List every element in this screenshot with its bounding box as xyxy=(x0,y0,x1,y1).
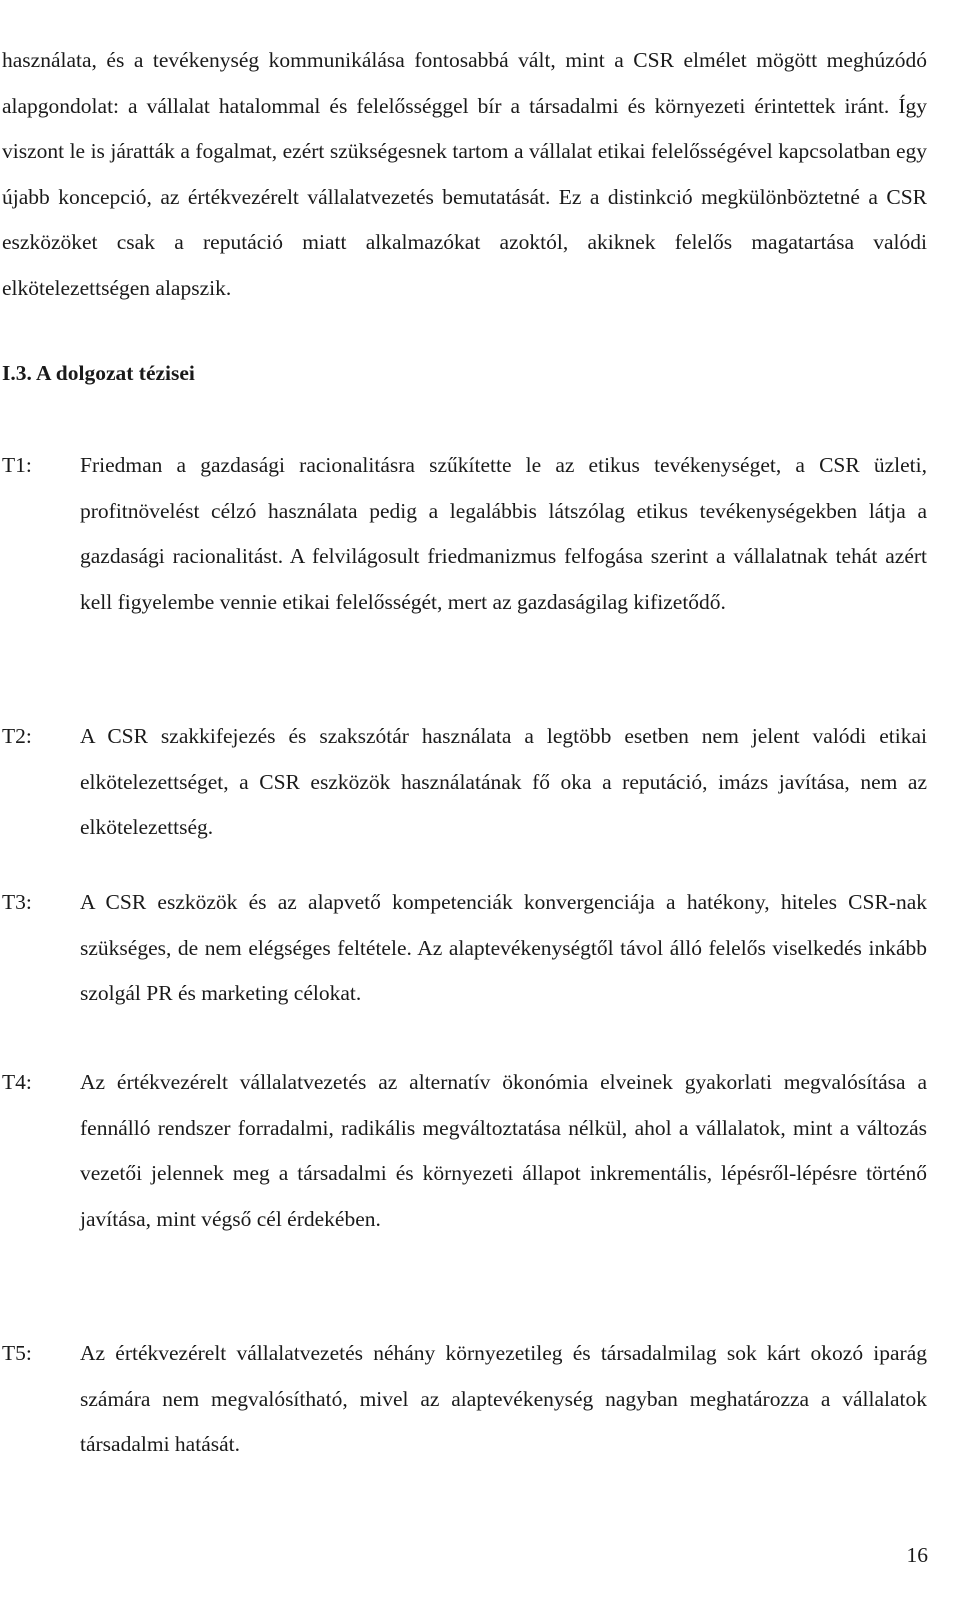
thesis-label: T2: xyxy=(2,724,32,748)
thesis-text: A CSR eszközök és az alapvető kompetenciák konvergenciája a hatékony, hiteles CSR-nak szükséges, de nem elégséges feltétele. Az alaptevékenységtől távol álló felelős viselkedés inkább szolgál PR és marketing célokat. xyxy=(80,890,927,1005)
page-number: 16 xyxy=(906,1543,928,1567)
thesis-text: Az értékvezérelt vállalatvezetés néhány környezetileg és társadalmilag sok kárt okozó iparág számára nem megvalósítható, mivel az alaptevékenység nagyban meghatározza a vállalatok társadalmi hatását. xyxy=(80,1341,927,1456)
thesis-text: Az értékvezérelt vállalatvezetés az alternatív ökonómia elveinek gyakorlati megvalósítása a fennálló rendszer forradalmi, radikális megváltoztatása nélkül, ahol a vállalatok, mint a változás vezetői jelennek meg a társadalmi és környezeti állapot inkrementális, lépésről-lépésre történő javítása, mint végső cél érdekében. xyxy=(80,1070,927,1231)
thesis-text: Friedman a gazdasági racionalitásra szűkítette le az etikus tevékenységet, a CSR üzleti, profitnövelést célzó használata pedig a legalábbis látszólag etikus tevékenységekben látja a gazdasági racionalitást. A felvilágosult friedmanizmus felfogása szerint a vállalatnak tehát azért kell figyelembe vennie etikai felelősségét, mert az gazdaságilag kifizetődő. xyxy=(80,453,927,614)
thesis-text: A CSR szakkifejezés és szakszótár használata a legtöbb esetben nem jelent valódi etikai elkötelezettséget, a CSR eszközök használatának fő oka a reputáció, imázs javítása, nem az elkötelezettség. xyxy=(80,724,927,839)
thesis-label: T3: xyxy=(2,890,32,914)
section-heading: I.3. A dolgozat tézisei xyxy=(2,361,195,385)
intro-paragraph: használata, és a tevékenység kommunikálása fontosabbá vált, mint a CSR elmélet mögött meghúzódó alapgondolat: a vállalat hatalommal és felelősséggel bír a társadalmi és környezeti érintettek iránt. Így viszont le is járatták a fogalmat, ezért szükségesnek tartom a vállalat etikai felelősségével kapcsolatban egy újabb koncepció, az értékvezérelt vállalatvezetés bemutatását. Ez a distinkció megkülönböztetné a CSR eszközöket csak a reputáció miatt alkalmazókat azoktól, akiknek felelős magatartása valódi elkötelezettségen alapszik. xyxy=(2,48,927,300)
thesis-label: T4: xyxy=(2,1070,32,1094)
thesis-label: T5: xyxy=(2,1341,32,1365)
thesis-label: T1: xyxy=(2,453,32,477)
